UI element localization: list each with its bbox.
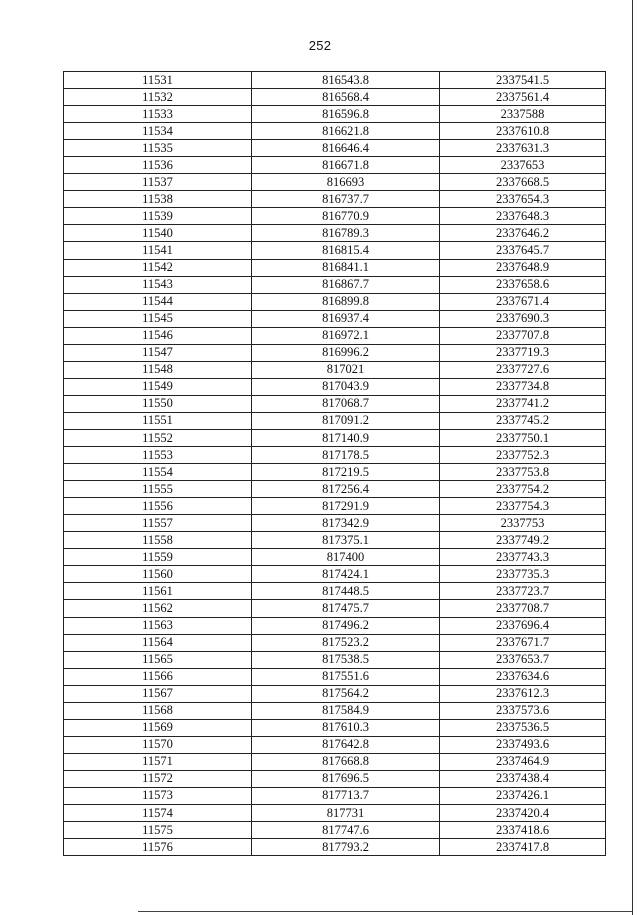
point-id-cell: 11559 bbox=[64, 549, 252, 566]
y-coordinate-cell: 2337734.8 bbox=[440, 378, 606, 395]
y-coordinate-cell: 2337754.2 bbox=[440, 481, 606, 498]
x-coordinate-cell: 817256.4 bbox=[252, 481, 440, 498]
x-coordinate-cell: 817342.9 bbox=[252, 515, 440, 532]
y-coordinate-cell: 2337741.2 bbox=[440, 395, 606, 412]
point-id-cell: 11571 bbox=[64, 753, 252, 770]
point-id-cell: 11565 bbox=[64, 651, 252, 668]
y-coordinate-cell: 2337745.2 bbox=[440, 412, 606, 429]
table-row bbox=[64, 140, 606, 157]
y-coordinate-cell: 2337735.3 bbox=[440, 566, 606, 583]
x-coordinate-cell: 816596.8 bbox=[252, 106, 440, 123]
table-row bbox=[64, 532, 606, 549]
table-row bbox=[64, 310, 606, 327]
point-id-cell: 11537 bbox=[64, 174, 252, 191]
table-row bbox=[64, 89, 606, 106]
point-id-cell: 11568 bbox=[64, 702, 252, 719]
point-id-cell: 11532 bbox=[64, 89, 252, 106]
y-coordinate-cell: 2337753 bbox=[440, 515, 606, 532]
x-coordinate-cell: 817140.9 bbox=[252, 429, 440, 446]
x-coordinate-cell: 817731 bbox=[252, 805, 440, 822]
table-row bbox=[64, 753, 606, 770]
point-id-cell: 11560 bbox=[64, 566, 252, 583]
table-row bbox=[64, 361, 606, 378]
y-coordinate-cell: 2337753.8 bbox=[440, 464, 606, 481]
x-coordinate-cell: 816693 bbox=[252, 174, 440, 191]
x-coordinate-cell: 817424.1 bbox=[252, 566, 440, 583]
x-coordinate-cell: 817178.5 bbox=[252, 447, 440, 464]
page-number: 252 bbox=[308, 38, 332, 53]
x-coordinate-cell: 817400 bbox=[252, 549, 440, 566]
y-coordinate-cell: 2337750.1 bbox=[440, 429, 606, 446]
point-id-cell: 11566 bbox=[64, 668, 252, 685]
x-coordinate-cell: 816867.7 bbox=[252, 276, 440, 293]
y-coordinate-cell: 2337541.5 bbox=[440, 72, 606, 89]
table-row bbox=[64, 344, 606, 361]
point-id-cell: 11533 bbox=[64, 106, 252, 123]
point-id-cell: 11554 bbox=[64, 464, 252, 481]
y-coordinate-cell: 2337573.6 bbox=[440, 702, 606, 719]
point-id-cell: 11552 bbox=[64, 429, 252, 446]
point-id-cell: 11544 bbox=[64, 293, 252, 310]
point-id-cell: 11558 bbox=[64, 532, 252, 549]
coordinate-table bbox=[63, 71, 606, 856]
point-id-cell: 11555 bbox=[64, 481, 252, 498]
table-row bbox=[64, 787, 606, 804]
point-id-cell: 11535 bbox=[64, 140, 252, 157]
x-coordinate-cell: 816815.4 bbox=[252, 242, 440, 259]
x-coordinate-cell: 817564.2 bbox=[252, 685, 440, 702]
y-coordinate-cell: 2337723.7 bbox=[440, 583, 606, 600]
x-coordinate-cell: 817021 bbox=[252, 361, 440, 378]
table-row bbox=[64, 276, 606, 293]
x-coordinate-cell: 817291.9 bbox=[252, 498, 440, 515]
y-coordinate-cell: 2337690.3 bbox=[440, 310, 606, 327]
y-coordinate-cell: 2337610.8 bbox=[440, 123, 606, 140]
table-row bbox=[64, 668, 606, 685]
y-coordinate-cell: 2337707.8 bbox=[440, 327, 606, 344]
y-coordinate-cell: 2337648.3 bbox=[440, 208, 606, 225]
y-coordinate-cell: 2337648.9 bbox=[440, 259, 606, 276]
table-row bbox=[64, 429, 606, 446]
table-row bbox=[64, 464, 606, 481]
table-row bbox=[64, 651, 606, 668]
table-row bbox=[64, 839, 606, 856]
point-id-cell: 11543 bbox=[64, 276, 252, 293]
point-id-cell: 11541 bbox=[64, 242, 252, 259]
table-row bbox=[64, 378, 606, 395]
point-id-cell: 11546 bbox=[64, 327, 252, 344]
y-coordinate-cell: 2337658.6 bbox=[440, 276, 606, 293]
x-coordinate-cell: 817668.8 bbox=[252, 753, 440, 770]
y-coordinate-cell: 2337671.4 bbox=[440, 293, 606, 310]
table-row bbox=[64, 498, 606, 515]
point-id-cell: 11551 bbox=[64, 412, 252, 429]
table-row bbox=[64, 395, 606, 412]
x-coordinate-cell: 817747.6 bbox=[252, 822, 440, 839]
table-row bbox=[64, 191, 606, 208]
point-id-cell: 11561 bbox=[64, 583, 252, 600]
table-row bbox=[64, 327, 606, 344]
x-coordinate-cell: 817523.2 bbox=[252, 634, 440, 651]
point-id-cell: 11567 bbox=[64, 685, 252, 702]
y-coordinate-cell: 2337727.6 bbox=[440, 361, 606, 378]
table-row bbox=[64, 225, 606, 242]
table-row bbox=[64, 617, 606, 634]
table-row bbox=[64, 174, 606, 191]
x-coordinate-cell: 817610.3 bbox=[252, 719, 440, 736]
point-id-cell: 11531 bbox=[64, 72, 252, 89]
point-id-cell: 11549 bbox=[64, 378, 252, 395]
y-coordinate-cell: 2337420.4 bbox=[440, 805, 606, 822]
x-coordinate-cell: 817448.5 bbox=[252, 583, 440, 600]
point-id-cell: 11548 bbox=[64, 361, 252, 378]
x-coordinate-cell: 817642.8 bbox=[252, 736, 440, 753]
x-coordinate-cell: 816937.4 bbox=[252, 310, 440, 327]
y-coordinate-cell: 2337634.6 bbox=[440, 668, 606, 685]
point-id-cell: 11545 bbox=[64, 310, 252, 327]
table-row bbox=[64, 770, 606, 787]
table-row bbox=[64, 583, 606, 600]
x-coordinate-cell: 817793.2 bbox=[252, 839, 440, 856]
point-id-cell: 11539 bbox=[64, 208, 252, 225]
point-id-cell: 11574 bbox=[64, 805, 252, 822]
y-coordinate-cell: 2337438.4 bbox=[440, 770, 606, 787]
x-coordinate-cell: 817375.1 bbox=[252, 532, 440, 549]
y-coordinate-cell: 2337654.3 bbox=[440, 191, 606, 208]
table-row bbox=[64, 481, 606, 498]
y-coordinate-cell: 2337493.6 bbox=[440, 736, 606, 753]
y-coordinate-cell: 2337645.7 bbox=[440, 242, 606, 259]
table-row bbox=[64, 805, 606, 822]
x-coordinate-cell: 816543.8 bbox=[252, 72, 440, 89]
x-coordinate-cell: 816646.4 bbox=[252, 140, 440, 157]
table-row bbox=[64, 549, 606, 566]
table-row bbox=[64, 600, 606, 617]
x-coordinate-cell: 816996.2 bbox=[252, 344, 440, 361]
y-coordinate-cell: 2337696.4 bbox=[440, 617, 606, 634]
y-coordinate-cell: 2337536.5 bbox=[440, 719, 606, 736]
y-coordinate-cell: 2337719.3 bbox=[440, 344, 606, 361]
table-row bbox=[64, 736, 606, 753]
table-row bbox=[64, 447, 606, 464]
table-row bbox=[64, 106, 606, 123]
x-coordinate-cell: 816789.3 bbox=[252, 225, 440, 242]
y-coordinate-cell: 2337646.2 bbox=[440, 225, 606, 242]
x-coordinate-cell: 816841.1 bbox=[252, 259, 440, 276]
y-coordinate-cell: 2337426.1 bbox=[440, 787, 606, 804]
x-coordinate-cell: 817696.5 bbox=[252, 770, 440, 787]
x-coordinate-cell: 817551.6 bbox=[252, 668, 440, 685]
point-id-cell: 11553 bbox=[64, 447, 252, 464]
y-coordinate-cell: 2337653.7 bbox=[440, 651, 606, 668]
table-row bbox=[64, 242, 606, 259]
x-coordinate-cell: 816737.7 bbox=[252, 191, 440, 208]
table-row bbox=[64, 719, 606, 736]
point-id-cell: 11576 bbox=[64, 839, 252, 856]
table-row bbox=[64, 702, 606, 719]
x-coordinate-cell: 816671.8 bbox=[252, 157, 440, 174]
table-row bbox=[64, 822, 606, 839]
table-row bbox=[64, 515, 606, 532]
y-coordinate-cell: 2337671.7 bbox=[440, 634, 606, 651]
point-id-cell: 11536 bbox=[64, 157, 252, 174]
table-row bbox=[64, 412, 606, 429]
point-id-cell: 11573 bbox=[64, 787, 252, 804]
page-edge-right bbox=[632, 0, 633, 915]
table-row bbox=[64, 259, 606, 276]
table-row bbox=[64, 566, 606, 583]
y-coordinate-cell: 2337561.4 bbox=[440, 89, 606, 106]
y-coordinate-cell: 2337752.3 bbox=[440, 447, 606, 464]
point-id-cell: 11569 bbox=[64, 719, 252, 736]
point-id-cell: 11538 bbox=[64, 191, 252, 208]
point-id-cell: 11547 bbox=[64, 344, 252, 361]
y-coordinate-cell: 2337749.2 bbox=[440, 532, 606, 549]
y-coordinate-cell: 2337743.3 bbox=[440, 549, 606, 566]
table-row bbox=[64, 72, 606, 89]
x-coordinate-cell: 817538.5 bbox=[252, 651, 440, 668]
point-id-cell: 11570 bbox=[64, 736, 252, 753]
y-coordinate-cell: 2337612.3 bbox=[440, 685, 606, 702]
point-id-cell: 11557 bbox=[64, 515, 252, 532]
point-id-cell: 11575 bbox=[64, 822, 252, 839]
coordinate-table-body bbox=[64, 72, 606, 856]
x-coordinate-cell: 817496.2 bbox=[252, 617, 440, 634]
y-coordinate-cell: 2337754.3 bbox=[440, 498, 606, 515]
point-id-cell: 11563 bbox=[64, 617, 252, 634]
y-coordinate-cell: 2337418.6 bbox=[440, 822, 606, 839]
point-id-cell: 11564 bbox=[64, 634, 252, 651]
x-coordinate-cell: 817068.7 bbox=[252, 395, 440, 412]
x-coordinate-cell: 816899.8 bbox=[252, 293, 440, 310]
x-coordinate-cell: 817584.9 bbox=[252, 702, 440, 719]
x-coordinate-cell: 816972.1 bbox=[252, 327, 440, 344]
y-coordinate-cell: 2337464.9 bbox=[440, 753, 606, 770]
point-id-cell: 11542 bbox=[64, 259, 252, 276]
table-row bbox=[64, 157, 606, 174]
point-id-cell: 11534 bbox=[64, 123, 252, 140]
table-row bbox=[64, 123, 606, 140]
point-id-cell: 11556 bbox=[64, 498, 252, 515]
table-row bbox=[64, 634, 606, 651]
y-coordinate-cell: 2337417.8 bbox=[440, 839, 606, 856]
point-id-cell: 11540 bbox=[64, 225, 252, 242]
y-coordinate-cell: 2337668.5 bbox=[440, 174, 606, 191]
point-id-cell: 11572 bbox=[64, 770, 252, 787]
point-id-cell: 11550 bbox=[64, 395, 252, 412]
x-coordinate-cell: 816770.9 bbox=[252, 208, 440, 225]
x-coordinate-cell: 817091.2 bbox=[252, 412, 440, 429]
x-coordinate-cell: 817043.9 bbox=[252, 378, 440, 395]
x-coordinate-cell: 817219.5 bbox=[252, 464, 440, 481]
page-edge-bottom bbox=[138, 911, 632, 912]
table-row bbox=[64, 208, 606, 225]
table-row bbox=[64, 293, 606, 310]
y-coordinate-cell: 2337708.7 bbox=[440, 600, 606, 617]
x-coordinate-cell: 816621.8 bbox=[252, 123, 440, 140]
y-coordinate-cell: 2337653 bbox=[440, 157, 606, 174]
y-coordinate-cell: 2337631.3 bbox=[440, 140, 606, 157]
point-id-cell: 11562 bbox=[64, 600, 252, 617]
y-coordinate-cell: 2337588 bbox=[440, 106, 606, 123]
x-coordinate-cell: 817713.7 bbox=[252, 787, 440, 804]
table-row bbox=[64, 685, 606, 702]
x-coordinate-cell: 816568.4 bbox=[252, 89, 440, 106]
x-coordinate-cell: 817475.7 bbox=[252, 600, 440, 617]
